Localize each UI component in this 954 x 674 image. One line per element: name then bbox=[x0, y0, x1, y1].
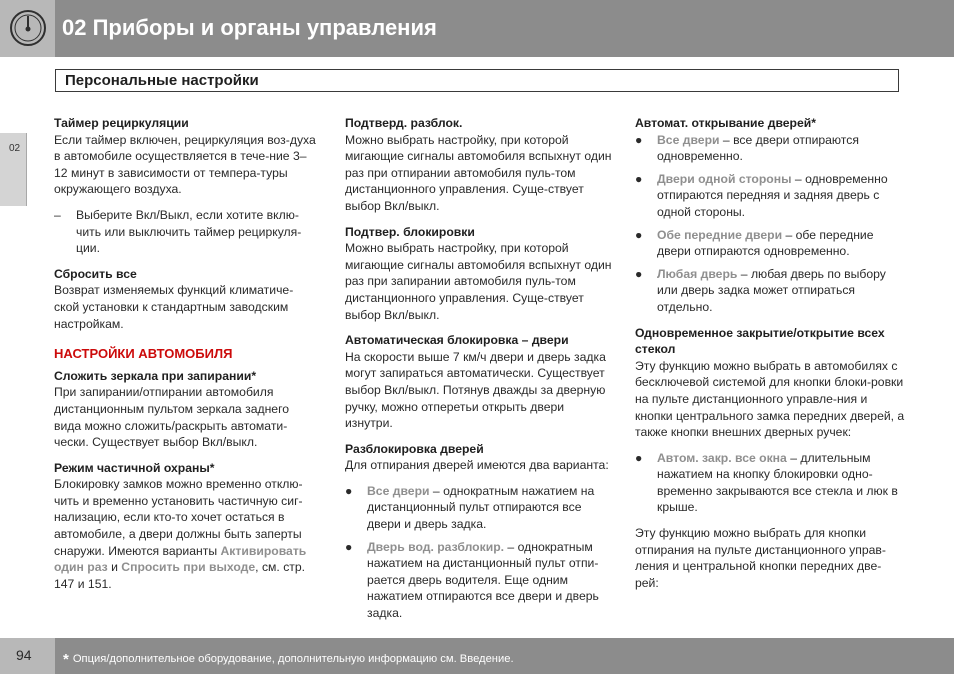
section-heading: НАСТРОЙКИ АВТОМОБИЛЯ bbox=[54, 346, 233, 362]
bullet-marker: ● bbox=[635, 266, 643, 281]
list-item-text: Выберите Вкл/Выкл, если хотите вклю-чить или выключить таймер рециркуля-ции. bbox=[76, 207, 302, 256]
chapter-title: 02 Приборы и органы управления bbox=[62, 15, 437, 40]
paragraph: На скорости выше 7 км/ч двери и дверь задка могут запираться автоматически. Существует выбор Вкл/выкл. Потянув дважды за дверную ручку, можно отперетьи открыть двери изнутри. bbox=[345, 349, 606, 431]
list-item-text: – любая дверь по выбору или дверь задка может отпираться отдельно. bbox=[657, 266, 886, 314]
list-item bbox=[345, 539, 613, 622]
chapter-header bbox=[0, 0, 954, 57]
paragraph: Если таймер включен, рециркуляция воз-духа в автомобиле осуществляется в тече-ние 3–12 минут в зависимости от темпера-туры окружающего воздуха. bbox=[54, 132, 316, 197]
bullet-list bbox=[635, 450, 905, 516]
list-item-text: – все двери отпираются одновременно. bbox=[657, 132, 859, 164]
bullet-marker: ● bbox=[635, 450, 643, 465]
text-column-1 bbox=[54, 115, 317, 601]
page-footer bbox=[0, 638, 954, 674]
heading: Автоматическая блокировка – двери bbox=[345, 333, 569, 348]
list-item-text: – однократным нажатием на дистанционный пульт отпираются все двери и дверь задка. bbox=[367, 483, 595, 532]
option-name: Все двери bbox=[657, 132, 720, 147]
paragraph: Эту функцию можно выбрать в автомобилях с бесключевой системой для кнопки блоки-ровки на пульте дистанционного управле-ния и кнопки центрального замка передних дверей, а также кнопки внешних дверных ручек: bbox=[635, 358, 905, 440]
list-item bbox=[635, 450, 905, 516]
list-item-text: – однократным нажатием на дистанционный пульт отпи-рается дверь водителя. Еще одним нажатием отпираются все двери и дверь задка. bbox=[367, 539, 599, 621]
paragraph: Можно выбрать настройку, при которой мигающие сигналы автомобиля вспыхнут один раз при отпирании автомобиля пуль-том дистанционного управления. Суще-ствует выбор Вкл/выкл. bbox=[345, 132, 612, 213]
section-bar bbox=[55, 69, 899, 92]
list-item-text: – обе передние двери отпираются одновременно. bbox=[657, 227, 874, 259]
text-column-3 bbox=[635, 115, 905, 600]
dash-marker: – bbox=[54, 207, 61, 222]
option-name: Автом. закр. все окна bbox=[657, 450, 787, 465]
conjunction: и bbox=[107, 560, 122, 575]
heading: Одновременное закрытие/открытие всех стекол bbox=[635, 325, 885, 357]
bullet-marker: ● bbox=[345, 483, 353, 498]
heading: Подтвер. блокировки bbox=[345, 224, 475, 239]
section-title: Персональные настройки bbox=[65, 72, 259, 89]
bullet-marker: ● bbox=[635, 171, 643, 186]
paragraph: Возврат изменяемых функций климатиче-ской установки к стандартным заводским настройкам. bbox=[54, 283, 294, 331]
bullet-marker: ● bbox=[635, 227, 643, 242]
list-item bbox=[635, 227, 905, 260]
bullet-list bbox=[635, 132, 905, 316]
bullet-list bbox=[345, 483, 613, 622]
heading: Автомат. открывание дверей* bbox=[635, 116, 817, 130]
paragraph-text: Блокировку замков можно временно отклю-чить и временно установить частичную сиг-нализацию, если кто-то хочет остаться в автомобиле, а двери должны быть заперты снаружи. Имеются варианты bbox=[54, 477, 303, 558]
option-name: Активировать один раз bbox=[54, 543, 307, 575]
chapter-icon-box bbox=[0, 0, 55, 57]
heading: Режим частичной охраны* bbox=[54, 460, 215, 475]
list-item bbox=[345, 483, 613, 533]
side-tab-label: 02 bbox=[9, 143, 21, 154]
dash-list bbox=[54, 207, 317, 257]
text-column-2 bbox=[345, 115, 613, 628]
list-item bbox=[635, 266, 905, 316]
list-item bbox=[54, 207, 317, 257]
paragraph: Для отпирания дверей имеются два варианта: bbox=[345, 458, 609, 473]
list-item-text: – длительным нажатием на кнопку блокировки одно-временно закрываются все стекла и люк в крыше. bbox=[657, 450, 898, 515]
option-name: Спросить при выходе bbox=[121, 560, 256, 575]
gauge-icon bbox=[8, 8, 48, 48]
option-name: Все двери bbox=[367, 483, 430, 498]
paragraph: При запирании/отпирании автомобиля дистанционным пультом зеркала заднего вида можно сложить/раскрыть автомати-чески. Существует выбор Вкл/выкл. bbox=[54, 385, 290, 450]
chapter-side-tab bbox=[0, 133, 27, 206]
list-item-text: – одновременно отпираются передняя и задняя дверь с одной стороны. bbox=[657, 171, 888, 219]
footnote bbox=[63, 649, 514, 666]
heading: Подтверд. разблок. bbox=[345, 116, 463, 130]
page-reference: , см. стр. 147 и 151. bbox=[54, 560, 306, 591]
list-item bbox=[635, 171, 905, 221]
list-item bbox=[635, 132, 905, 165]
option-name: Двери одной стороны bbox=[657, 171, 792, 186]
bullet-marker: ● bbox=[635, 132, 643, 147]
heading: Таймер рециркуляции bbox=[54, 116, 189, 130]
paragraph bbox=[54, 476, 317, 592]
option-name: Любая дверь bbox=[657, 266, 738, 281]
paragraph: Эту функцию можно выбрать для кнопки отпирания на пульте дистанционного управ-ления и центральной кнопки передних две-рей: bbox=[635, 526, 886, 590]
paragraph: Можно выбрать настройку, при которой мигающие сигналы автомобиля вспыхнут один раз при запирании автомобиля пуль-том дистанционного управления. Суще-ствует выбор Вкл/выкл. bbox=[345, 241, 612, 322]
asterisk-marker: * bbox=[63, 651, 69, 668]
bullet-marker: ● bbox=[345, 539, 353, 554]
footnote-text: Опция/дополнительное оборудование, дополнительную информацию см. Введение. bbox=[72, 653, 514, 665]
heading: Разблокировка дверей bbox=[345, 441, 484, 456]
heading: Сбросить все bbox=[54, 266, 137, 281]
page-number: 94 bbox=[16, 647, 32, 663]
option-name: Обе передние двери bbox=[657, 227, 783, 242]
option-name: Дверь вод. разблокир. bbox=[367, 539, 505, 554]
page-number-box bbox=[0, 638, 55, 674]
heading: Сложить зеркала при запирании* bbox=[54, 368, 257, 383]
